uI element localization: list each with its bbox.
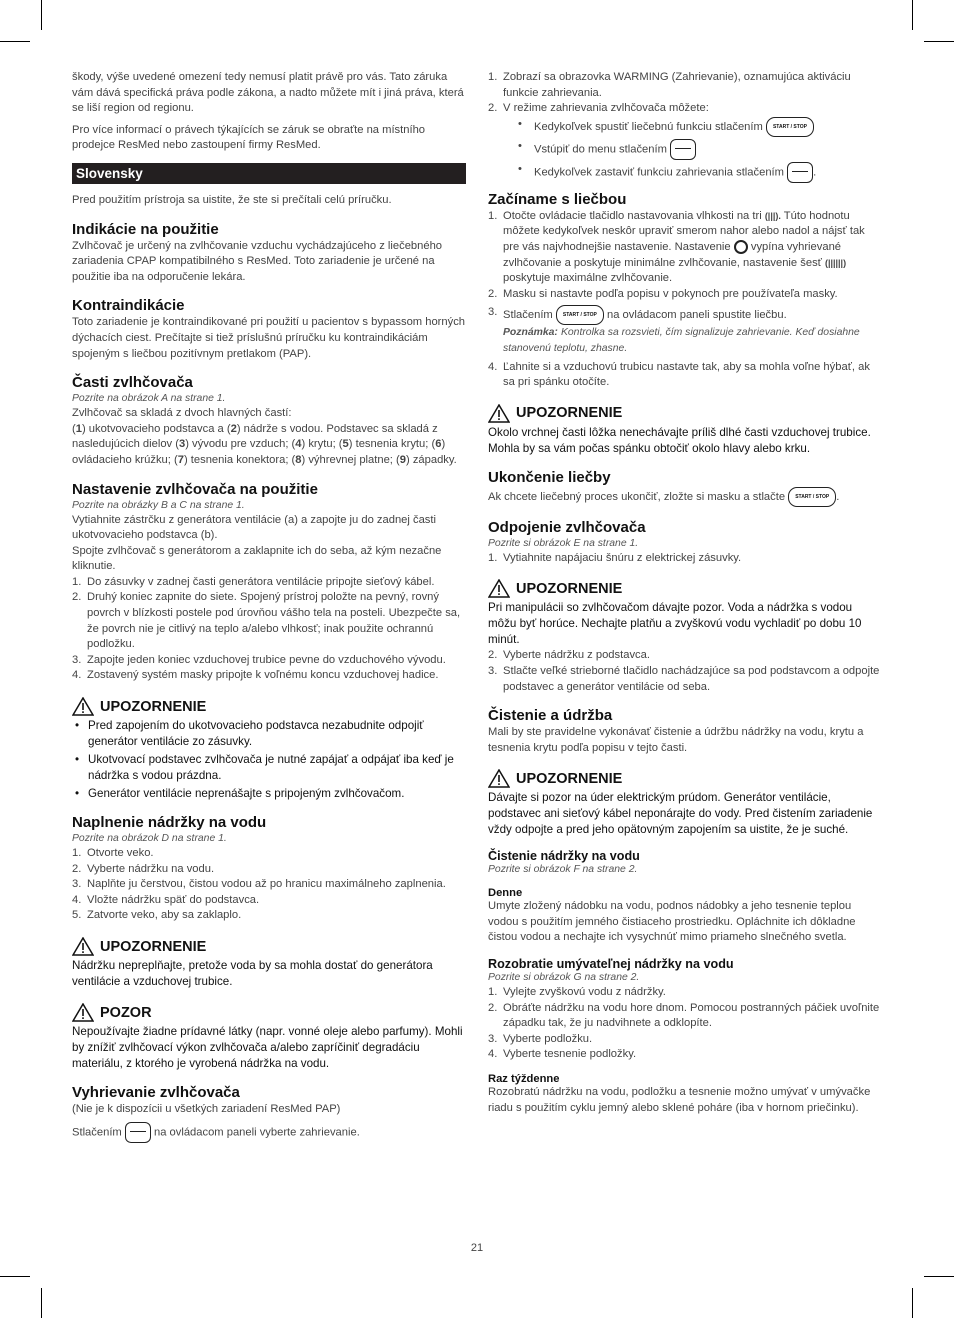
- caution-text: Nepoužívajte žiadne prídavné látky (napr. vonné oleje alebo parfumy). Mohli by znížiť zvlhčovací výkon zvlhčovača a/alebo zapríčiniť degradáciu materiálu, z ktorého je vyrobená nádržka na vodu.: [72, 1025, 463, 1070]
- section-text: Umyte zložený nádobku na vodu, podnos nádobky a jeho tesnenie teplou vodou s použitím jemného čistiaceho prostriedku. Opláchnite ich dôkladne čistou vodou a nechajte ich vysychnúť mimo priameho slnečného svetla.: [488, 900, 856, 944]
- crop-mark: [912, 0, 913, 30]
- menu-button-icon: [787, 162, 813, 183]
- parts-list: (1) ukotvovacieho podstavca a (2) nádrže s vodou. Podstavec sa skladá z nasledujúcich dielov (3) vývodu pre vzduch; (4) krytu; (5) tesnenia krytu; (6) ovládacieho krúžku; (7) tesnenia konektora; (8) výhrevnej platne; (9) západky.: [72, 422, 457, 466]
- warning-list: [72, 718, 466, 802]
- section-text: Zvlhčovač sa skladá z dvoch hlavných častí:: [72, 407, 292, 420]
- figure-reference: Pozrite si obrázok F na strane 2.: [488, 864, 638, 876]
- list-item: 2. Vyberte nádržku na vodu.: [72, 862, 215, 875]
- section-title: Kontraindikácie: [72, 297, 185, 315]
- section-title: Čistenie a údržba: [488, 707, 613, 725]
- section-text: Toto zariadenie je kontraindikované pri použití u pacientov s bypassom horných dýchacích ciest. Prečítajte si tiež príslušnú príručku ku kontraindikáciám spojeným s liečbou pozitívnym pretlakom (PAP).: [72, 316, 466, 360]
- right-column: [488, 70, 882, 1116]
- warning-triangle-icon: [488, 404, 510, 423]
- warning-heading: UPOZORNENIE: [72, 697, 466, 716]
- section-text: Stlačením na ovládacom paneli vyberte zahrievanie.: [72, 1122, 466, 1143]
- section-title: Indikácie na použitie: [72, 220, 219, 238]
- warning-triangle-icon: [72, 937, 94, 956]
- list-item: 2. Vyberte nádržku z podstavca.: [488, 649, 650, 662]
- list-item: 3. Naplňte ju čerstvou, čistou vodou až po hranicu maximálneho zaplnenia.: [72, 878, 446, 891]
- warning-triangle-icon: [72, 697, 94, 716]
- list-item: 1. Vylejte zvyškovú vodu z nádržky.: [488, 986, 666, 999]
- crop-mark: [0, 1276, 30, 1277]
- section-title: Naplnenie nádržky na vodu: [72, 814, 267, 832]
- list-item: 2. Druhý koniec zapnite do siete. Spojený prístroj položte na pevný, rovný povrch v blízkosti postele pod úrovňou vášho tela na posteli. Ubezpečte sa, že povrch nie je citlivý na teplo a/alebo vlhkosť; inak použite ochrannú podložku.: [72, 591, 461, 651]
- warming-steps: [488, 70, 882, 117]
- warning-heading: UPOZORNENIE: [488, 769, 882, 788]
- figure-reference: Pozrite si obrázok E na strane 1.: [488, 537, 639, 549]
- list-item: • Kedykoľvek spustiť liečebnú funkciu stlačením START / STOP: [488, 117, 882, 137]
- warning-heading: UPOZORNENIE: [488, 579, 882, 598]
- warning-triangle-icon: [488, 579, 510, 598]
- caution-heading: POZOR: [72, 1003, 466, 1022]
- crop-mark: [41, 1288, 42, 1318]
- list-item: 4. Zostavený systém masky pripojte k voľnému koncu vzduchovej hadice.: [72, 669, 439, 682]
- warning-text: Pri manipulácii so zvlhčovačom dávajte pozor. Voda a nádržka s vodou môžu byť horúce. Nechajte platňu a zvyškovú vodu vychladiť po dobu 10 minút.: [488, 601, 862, 647]
- section-text: Ak chcete liečebný proces ukončiť, zložte si masku a stlačte START / STOP .: [488, 487, 882, 507]
- list-item: 3. Stlačením START / STOP na ovládacom paneli spustite liečbu. Poznámka: Kontrolka sa rozsvieti, čím signalizuje zahrievanie. Keď dosiahne stanovenú teplotu, zhasne.: [488, 306, 860, 354]
- start-stop-button-icon: START / STOP: [766, 117, 814, 137]
- start-stop-button-icon: START / STOP: [788, 487, 836, 507]
- list-item: 1. Do zásuvky v zadnej časti generátora ventilácie pripojte sieťový kábel.: [72, 575, 435, 588]
- section-text: Spojte zvlhčovač s generátorom a zaklapnite ich do seba, až kým nezačne kliknutie.: [72, 544, 442, 573]
- section-title: Časti zvlhčovača: [72, 374, 193, 392]
- page-number: 21: [470, 1242, 484, 1254]
- list-item: 1. Zobrazí sa obrazovka WARMING (Zahrievanie), oznamujúca aktiváciu funkcie zahrievania.: [488, 71, 851, 99]
- detach-steps: [488, 551, 882, 567]
- disassemble-steps: [488, 985, 882, 1063]
- list-item: 2. V režime zahrievania zvlhčovača môžete:: [488, 102, 709, 115]
- list-item: 1. Otočte ovládacie tlačidlo nastavovania vlhkosti na tri (|||). Túto hodnotu môžete kedykoľvek neskôr upraviť smerom nahor alebo nadol a nájsť tak pre vás najvhodnejšie nastavenie. Nastavenie vypína vyhrievané zvlhčovanie a poskytuje minimálne zvlhčovanie, nastavenie šesť (||||||) poskytuje maximálne zvlhčovanie.: [488, 209, 865, 285]
- list-item: 5. Zatvorte veko, aby sa zaklaplo.: [72, 909, 242, 922]
- humidity-level-icon: (|||).: [764, 210, 781, 221]
- warning-heading: UPOZORNENIE: [72, 937, 466, 956]
- subsection-title: Denne: [488, 887, 523, 900]
- warming-options: [488, 117, 882, 183]
- menu-button-icon: [125, 1122, 151, 1143]
- off-setting-icon: [734, 240, 748, 254]
- list-item: • Ukotvovací podstavec zvlhčovača je nutné zapájať a odpájať iba keď je nádržka s vodou prázdna.: [75, 753, 454, 783]
- section-title: Odpojenie zvlhčovača: [488, 518, 646, 536]
- detach-steps-continued: [488, 648, 882, 695]
- start-stop-button-icon: START / STOP: [556, 305, 604, 325]
- crop-mark: [912, 1288, 913, 1318]
- intro-paragraph: Pro více informací o právech týkajících se záruk se obraťte na místního prodejce ResMed nebo zastoupení firmy ResMed.: [72, 123, 426, 152]
- list-item: • Pred zapojením do ukotvovacieho podstavca nezabudnite odpojiť generátor ventilácie zo zásuvky.: [75, 719, 424, 749]
- list-item: 2. Masku si nastavte podľa popisu v pokynoch pre používateľa masky.: [488, 287, 838, 300]
- list-item: • Generátor ventilácie neprenášajte s pripojeným zvlhčovačom.: [75, 787, 405, 801]
- before-use-text: Pred použitím prístroja sa uistite, že ste si prečítali celú príručku.: [72, 193, 392, 206]
- list-item: 1. Vytiahnite napájaciu šnúru z elektrickej zásuvky.: [488, 551, 742, 564]
- list-item: 3. Vyberte podložku.: [488, 1032, 593, 1045]
- subsection-title: Čistenie nádržky na vodu: [488, 849, 640, 864]
- warning-text: Nádržku nepreplňajte, pretože voda by sa mohla dostať do generátora ventilácie a vzduchovej trubice.: [72, 959, 433, 988]
- warning-text: Dávajte si pozor na úder elektrickým prúdom. Generátor ventilácie, podstavec ani sieťový kábel neponárajte do vody. Pred čistením zariadenie vždy odpojte a pred jeho opätovným zapojením sa uistite, že je suché.: [488, 791, 873, 837]
- language-bar: Slovensky: [72, 163, 466, 184]
- crop-mark: [924, 41, 954, 42]
- warning-heading: UPOZORNENIE: [488, 404, 882, 423]
- section-title: Začíname s liečbou: [488, 190, 627, 208]
- fill-steps: [72, 846, 466, 924]
- list-item: 4. Ľahnite si a vzduchovú trubicu nastavte tak, aby sa mohla voľne hýbať, ak sa pri spánku otočíte.: [488, 360, 870, 389]
- list-item: 1. Otvorte veko.: [72, 847, 154, 860]
- humidity-level-icon: (||||||): [824, 257, 847, 268]
- section-text: Zvlhčovač je určený na zvlhčovanie vzduchu vychádzajúceho z liečebného zariadenia CPAP kompatibilného s ResMed. Toto zariadenie je určené na použitie iba na odporučenie lekára.: [72, 239, 443, 283]
- warning-text: Okolo vrchnej časti lôžka nenechávajte príliš dlhé časti vzduchovej trubice. Mohla by sa vám počas spánku obtočiť okolo hlavy alebo krku.: [488, 425, 871, 455]
- menu-button-icon: [670, 139, 696, 160]
- list-item: • Kedykoľvek zastaviť funkciu zahrievania stlačením .: [488, 162, 882, 183]
- list-item: 2. Obráťte nádržku na vodu hore dnom. Pomocou postranných páčiek uvoľnite západku tak, že ju nadvihnete a odklopíte.: [488, 1001, 880, 1030]
- warning-triangle-icon: [72, 1003, 94, 1022]
- figure-reference: Pozrite na obrázok D na strane 1.: [72, 833, 227, 845]
- start-steps: [488, 209, 882, 391]
- list-item: 4. Vyberte tesnenie podložky.: [488, 1048, 637, 1061]
- section-text: Mali by ste pravidelne vykonávať čistenie a údržbu nádržky na vodu, krytu a tesnenia krytu podľa popisu v tejto časti.: [488, 726, 864, 754]
- crop-mark: [0, 41, 30, 42]
- figure-reference: Pozrite na obrázky B a C na strane 1.: [72, 499, 245, 511]
- section-text: Vytiahnite zástrčku z generátora ventilácie (a) a zapojte ju do zadnej časti ukotvovacieho podstavca (b).: [72, 513, 436, 542]
- list-item: • Vstúpiť do menu stlačením: [488, 139, 882, 160]
- list-item: 4. Vložte nádržku späť do podstavca.: [72, 893, 260, 906]
- list-item: 3. Stlačte veľké strieborné tlačidlo nachádzajúce sa pod podstavcom a odpojte podstavec a generátor ventilácie od seba.: [488, 664, 880, 693]
- section-title: Ukončenie liečby: [488, 468, 611, 486]
- left-column: [72, 70, 466, 1143]
- crop-mark: [41, 0, 42, 30]
- section-title: Vyhrievanie zvlhčovača: [72, 1084, 240, 1101]
- section-note: (Nie je k dispozícii u všetkých zariadení ResMed PAP): [72, 1103, 341, 1115]
- section-title: Nastavenie zvlhčovača na použitie: [72, 480, 318, 498]
- subsection-title: Raz týždenne: [488, 1073, 560, 1086]
- figure-reference: Pozrite si obrázok G na strane 2.: [488, 972, 640, 984]
- warning-triangle-icon: [488, 769, 510, 788]
- subsection-title: Rozobratie umývateľnej nádržky na vodu: [488, 957, 734, 972]
- setup-steps: [72, 575, 466, 684]
- figure-reference: Pozrite na obrázok A na strane 1.: [72, 393, 226, 405]
- intro-paragraph: škody, výše uvedené omezení tedy nemusí platit právě pro vás. Tato záruka vám dává specifická práva podle zákona, a nadto můžete mít i jiná práva, která se liší region od regionu.: [72, 71, 464, 115]
- crop-mark: [924, 1276, 954, 1277]
- section-text: Rozobratú nádržku na vodu, podložku a tesnenie možno umývať v umývačke riadu s použitím cyklu jemný alebo sklené poháre (iba v hornom priečinku).: [488, 1086, 871, 1114]
- list-item: 3. Zapojte jeden koniec vzduchovej trubice pevne do vzduchového vývodu.: [72, 653, 446, 666]
